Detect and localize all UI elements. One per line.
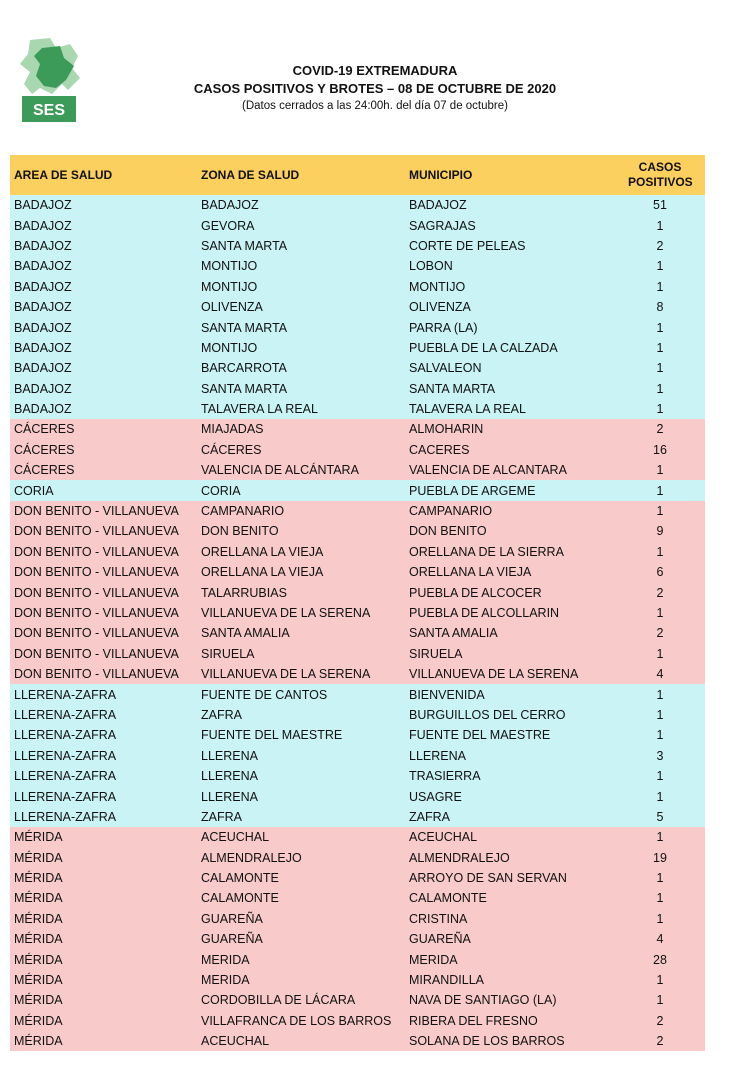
- cell-zona: ZAFRA: [197, 705, 405, 725]
- cell-zona: BADAJOZ: [197, 195, 405, 215]
- table-row: [10, 868, 705, 888]
- cell-area: BADAJOZ: [10, 195, 197, 215]
- cell-municipio: BADAJOZ: [405, 195, 615, 215]
- table-row: [10, 277, 705, 297]
- cell-zona: OLIVENZA: [197, 297, 405, 317]
- cell-casos: 2: [615, 419, 705, 439]
- cell-casos: 1: [615, 970, 705, 990]
- cell-area: LLERENA-ZAFRA: [10, 766, 197, 786]
- cell-zona: MONTIJO: [197, 256, 405, 276]
- cell-area: DON BENITO - VILLANUEVA: [10, 623, 197, 643]
- cell-area: BADAJOZ: [10, 358, 197, 378]
- cell-casos: 1: [615, 480, 705, 500]
- cell-municipio: CACERES: [405, 440, 615, 460]
- cell-zona: CALAMONTE: [197, 888, 405, 908]
- cell-area: CÁCERES: [10, 419, 197, 439]
- cell-municipio: SANTA MARTA: [405, 379, 615, 399]
- table-row: [10, 399, 705, 419]
- cell-municipio: SOLANA DE LOS BARROS: [405, 1031, 615, 1051]
- table-row: [10, 684, 705, 704]
- cell-casos: 1: [615, 256, 705, 276]
- cell-area: MÉRIDA: [10, 929, 197, 949]
- table-row: [10, 929, 705, 949]
- cell-zona: CAMPANARIO: [197, 501, 405, 521]
- cell-casos: 1: [615, 644, 705, 664]
- cell-area: LLERENA-ZAFRA: [10, 807, 197, 827]
- cell-area: MÉRIDA: [10, 1031, 197, 1051]
- cell-zona: LLERENA: [197, 746, 405, 766]
- table-row: [10, 644, 705, 664]
- cell-area: LLERENA-ZAFRA: [10, 725, 197, 745]
- cell-area: CÁCERES: [10, 440, 197, 460]
- cell-casos: 2: [615, 582, 705, 602]
- table-row: [10, 909, 705, 929]
- cell-zona: TALAVERA LA REAL: [197, 399, 405, 419]
- cell-zona: ACEUCHAL: [197, 827, 405, 847]
- cell-municipio: ZAFRA: [405, 807, 615, 827]
- cell-zona: ORELLANA LA VIEJA: [197, 562, 405, 582]
- cell-area: BADAJOZ: [10, 338, 197, 358]
- cell-area: MÉRIDA: [10, 909, 197, 929]
- table-row: [10, 603, 705, 623]
- cell-casos: 1: [615, 542, 705, 562]
- cell-zona: VILLANUEVA DE LA SERENA: [197, 603, 405, 623]
- cell-area: MÉRIDA: [10, 970, 197, 990]
- table-row: [10, 480, 705, 500]
- cell-zona: SANTA MARTA: [197, 236, 405, 256]
- cell-casos: 1: [615, 460, 705, 480]
- cell-municipio: PUEBLA DE LA CALZADA: [405, 338, 615, 358]
- cell-municipio: VALENCIA DE ALCANTARA: [405, 460, 615, 480]
- cell-municipio: CRISTINA: [405, 909, 615, 929]
- cell-municipio: CORTE DE PELEAS: [405, 236, 615, 256]
- table-row: [10, 379, 705, 399]
- cell-area: MÉRIDA: [10, 1011, 197, 1031]
- cell-area: BADAJOZ: [10, 236, 197, 256]
- cell-area: LLERENA-ZAFRA: [10, 746, 197, 766]
- cell-casos: 1: [615, 317, 705, 337]
- table-row: [10, 848, 705, 868]
- cell-casos: 1: [615, 705, 705, 725]
- cell-casos: 1: [615, 888, 705, 908]
- cell-area: MÉRIDA: [10, 949, 197, 969]
- table-row: [10, 501, 705, 521]
- table-row: [10, 827, 705, 847]
- cell-municipio: VILLANUEVA DE LA SERENA: [405, 664, 615, 684]
- cell-zona: ALMENDRALEJO: [197, 848, 405, 868]
- cell-casos: 4: [615, 664, 705, 684]
- cell-zona: LLERENA: [197, 786, 405, 806]
- table-row: [10, 195, 705, 215]
- cell-municipio: MIRANDILLA: [405, 970, 615, 990]
- cell-municipio: NAVA DE SANTIAGO (LA): [405, 990, 615, 1010]
- cell-casos: 1: [615, 909, 705, 929]
- cell-casos: 1: [615, 827, 705, 847]
- cell-casos: 2: [615, 1031, 705, 1051]
- cell-area: BADAJOZ: [10, 256, 197, 276]
- cell-municipio: LLERENA: [405, 746, 615, 766]
- cell-area: CÁCERES: [10, 460, 197, 480]
- cell-casos: 3: [615, 746, 705, 766]
- table-body: [10, 195, 705, 1051]
- cell-area: DON BENITO - VILLANUEVA: [10, 603, 197, 623]
- cell-zona: CÁCERES: [197, 440, 405, 460]
- cell-municipio: CALAMONTE: [405, 888, 615, 908]
- table-row: [10, 786, 705, 806]
- cell-municipio: FUENTE DEL MAESTRE: [405, 725, 615, 745]
- cell-area: BADAJOZ: [10, 297, 197, 317]
- cell-zona: DON BENITO: [197, 521, 405, 541]
- table-row: [10, 297, 705, 317]
- cell-zona: ZAFRA: [197, 807, 405, 827]
- cell-zona: VILLAFRANCA DE LOS BARROS: [197, 1011, 405, 1031]
- cell-municipio: SALVALEON: [405, 358, 615, 378]
- report-header: [160, 62, 590, 114]
- cell-zona: VILLANUEVA DE LA SERENA: [197, 664, 405, 684]
- cell-casos: 1: [615, 358, 705, 378]
- cell-zona: BARCARROTA: [197, 358, 405, 378]
- cell-municipio: ORELLANA DE LA SIERRA: [405, 542, 615, 562]
- column-header-municipio: MUNICIPIO: [405, 155, 615, 195]
- cell-area: BADAJOZ: [10, 277, 197, 297]
- cell-area: BADAJOZ: [10, 215, 197, 235]
- report-note: (Datos cerrados a las 24:00h. del día 07 de octubre): [242, 100, 508, 112]
- table-row: [10, 664, 705, 684]
- cell-municipio: ORELLANA LA VIEJA: [405, 562, 615, 582]
- cell-casos: 1: [615, 868, 705, 888]
- cell-zona: SANTA MARTA: [197, 379, 405, 399]
- cell-municipio: DON BENITO: [405, 521, 615, 541]
- cell-area: MÉRIDA: [10, 868, 197, 888]
- cell-zona: SIRUELA: [197, 644, 405, 664]
- cases-table: [10, 155, 705, 1051]
- cell-casos: 28: [615, 949, 705, 969]
- cell-casos: 1: [615, 684, 705, 704]
- cell-municipio: LOBON: [405, 256, 615, 276]
- table-row: [10, 725, 705, 745]
- table-row: [10, 990, 705, 1010]
- cell-municipio: PUEBLA DE ALCOLLARIN: [405, 603, 615, 623]
- cell-zona: MONTIJO: [197, 338, 405, 358]
- cell-area: DON BENITO - VILLANUEVA: [10, 644, 197, 664]
- cell-area: DON BENITO - VILLANUEVA: [10, 542, 197, 562]
- cell-area: DON BENITO - VILLANUEVA: [10, 562, 197, 582]
- table-row: [10, 807, 705, 827]
- table-row: [10, 215, 705, 235]
- table-row: [10, 746, 705, 766]
- cell-casos: 1: [615, 786, 705, 806]
- cell-casos: 6: [615, 562, 705, 582]
- cell-municipio: MERIDA: [405, 949, 615, 969]
- cell-zona: TALARRUBIAS: [197, 582, 405, 602]
- table-row: [10, 582, 705, 602]
- cell-municipio: SAGRAJAS: [405, 215, 615, 235]
- cell-zona: ACEUCHAL: [197, 1031, 405, 1051]
- cell-casos: 51: [615, 195, 705, 215]
- cell-zona: MONTIJO: [197, 277, 405, 297]
- column-header-area: AREA DE SALUD: [10, 155, 197, 195]
- cell-casos: 2: [615, 623, 705, 643]
- cell-municipio: CAMPANARIO: [405, 501, 615, 521]
- cell-zona: GEVORA: [197, 215, 405, 235]
- table-row: [10, 317, 705, 337]
- table-row: [10, 623, 705, 643]
- cell-casos: 19: [615, 848, 705, 868]
- cell-zona: CORIA: [197, 480, 405, 500]
- cell-municipio: BIENVENIDA: [405, 684, 615, 704]
- cell-area: LLERENA-ZAFRA: [10, 705, 197, 725]
- cell-area: DON BENITO - VILLANUEVA: [10, 664, 197, 684]
- cell-area: MÉRIDA: [10, 990, 197, 1010]
- cell-municipio: ACEUCHAL: [405, 827, 615, 847]
- cell-zona: LLERENA: [197, 766, 405, 786]
- cell-zona: GUAREÑA: [197, 929, 405, 949]
- cell-area: DON BENITO - VILLANUEVA: [10, 582, 197, 602]
- cell-municipio: PUEBLA DE ALCOCER: [405, 582, 615, 602]
- column-header-zona: ZONA DE SALUD: [197, 155, 405, 195]
- table-row: [10, 236, 705, 256]
- cell-municipio: MONTIJO: [405, 277, 615, 297]
- cell-municipio: PUEBLA DE ARGEME: [405, 480, 615, 500]
- table-row: [10, 766, 705, 786]
- cell-zona: MERIDA: [197, 970, 405, 990]
- cell-municipio: GUAREÑA: [405, 929, 615, 949]
- cell-zona: SANTA MARTA: [197, 317, 405, 337]
- table-row: [10, 1031, 705, 1051]
- table-row: [10, 460, 705, 480]
- cell-municipio: SANTA AMALIA: [405, 623, 615, 643]
- table-row: [10, 521, 705, 541]
- table-row: [10, 256, 705, 276]
- ses-logo: [16, 38, 82, 124]
- cell-area: LLERENA-ZAFRA: [10, 684, 197, 704]
- cell-municipio: ARROYO DE SAN SERVAN: [405, 868, 615, 888]
- cell-casos: 1: [615, 399, 705, 419]
- cell-zona: MIAJADAS: [197, 419, 405, 439]
- table-row: [10, 338, 705, 358]
- table-row: [10, 358, 705, 378]
- table-row: [10, 705, 705, 725]
- cell-area: LLERENA-ZAFRA: [10, 786, 197, 806]
- cell-area: DON BENITO - VILLANUEVA: [10, 501, 197, 521]
- cell-casos: 1: [615, 766, 705, 786]
- cell-municipio: TALAVERA LA REAL: [405, 399, 615, 419]
- cell-area: BADAJOZ: [10, 399, 197, 419]
- cell-zona: FUENTE DEL MAESTRE: [197, 725, 405, 745]
- cell-casos: 4: [615, 929, 705, 949]
- cell-municipio: OLIVENZA: [405, 297, 615, 317]
- cell-zona: GUAREÑA: [197, 909, 405, 929]
- cell-casos: 1: [615, 725, 705, 745]
- table-row: [10, 1011, 705, 1031]
- cell-casos: 2: [615, 1011, 705, 1031]
- column-header-casos: [615, 155, 705, 195]
- cell-casos: 1: [615, 338, 705, 358]
- table-row: [10, 970, 705, 990]
- cell-municipio: TRASIERRA: [405, 766, 615, 786]
- cell-casos: 1: [615, 501, 705, 521]
- table-header-row: [10, 155, 705, 195]
- cell-municipio: ALMOHARIN: [405, 419, 615, 439]
- cell-area: CORIA: [10, 480, 197, 500]
- cell-casos: 1: [615, 379, 705, 399]
- cell-municipio: BURGUILLOS DEL CERRO: [405, 705, 615, 725]
- cell-area: DON BENITO - VILLANUEVA: [10, 521, 197, 541]
- table-row: [10, 419, 705, 439]
- cell-zona: VALENCIA DE ALCÁNTARA: [197, 460, 405, 480]
- column-header-casos-text: CASOS POSITIVOS: [628, 160, 693, 189]
- cell-zona: SANTA AMALIA: [197, 623, 405, 643]
- table-row: [10, 542, 705, 562]
- cell-area: BADAJOZ: [10, 317, 197, 337]
- cell-zona: ORELLANA LA VIEJA: [197, 542, 405, 562]
- cell-municipio: USAGRE: [405, 786, 615, 806]
- cell-municipio: PARRA (LA): [405, 317, 615, 337]
- cell-area: MÉRIDA: [10, 848, 197, 868]
- table-row: [10, 440, 705, 460]
- cell-casos: 5: [615, 807, 705, 827]
- cell-casos: 1: [615, 277, 705, 297]
- cell-zona: CALAMONTE: [197, 868, 405, 888]
- cell-municipio: SIRUELA: [405, 644, 615, 664]
- cell-area: MÉRIDA: [10, 827, 197, 847]
- cell-municipio: RIBERA DEL FRESNO: [405, 1011, 615, 1031]
- svg-text:SES: SES: [32, 102, 66, 119]
- cell-casos: 1: [615, 990, 705, 1010]
- table-row: [10, 562, 705, 582]
- table-row: [10, 888, 705, 908]
- cell-area: MÉRIDA: [10, 888, 197, 908]
- cell-municipio: ALMENDRALEJO: [405, 848, 615, 868]
- cell-area: BADAJOZ: [10, 379, 197, 399]
- cell-zona: MERIDA: [197, 949, 405, 969]
- cell-zona: CORDOBILLA DE LÁCARA: [197, 990, 405, 1010]
- report-title: COVID-19 EXTREMADURA: [292, 63, 458, 78]
- table-row: [10, 949, 705, 969]
- cell-casos: 1: [615, 603, 705, 623]
- cell-casos: 16: [615, 440, 705, 460]
- cell-casos: 2: [615, 236, 705, 256]
- cell-casos: 9: [615, 521, 705, 541]
- report-subtitle: CASOS POSITIVOS Y BROTES – 08 DE OCTUBRE DE 2020: [193, 81, 557, 96]
- cell-casos: 1: [615, 215, 705, 235]
- cell-casos: 8: [615, 297, 705, 317]
- cell-zona: FUENTE DE CANTOS: [197, 684, 405, 704]
